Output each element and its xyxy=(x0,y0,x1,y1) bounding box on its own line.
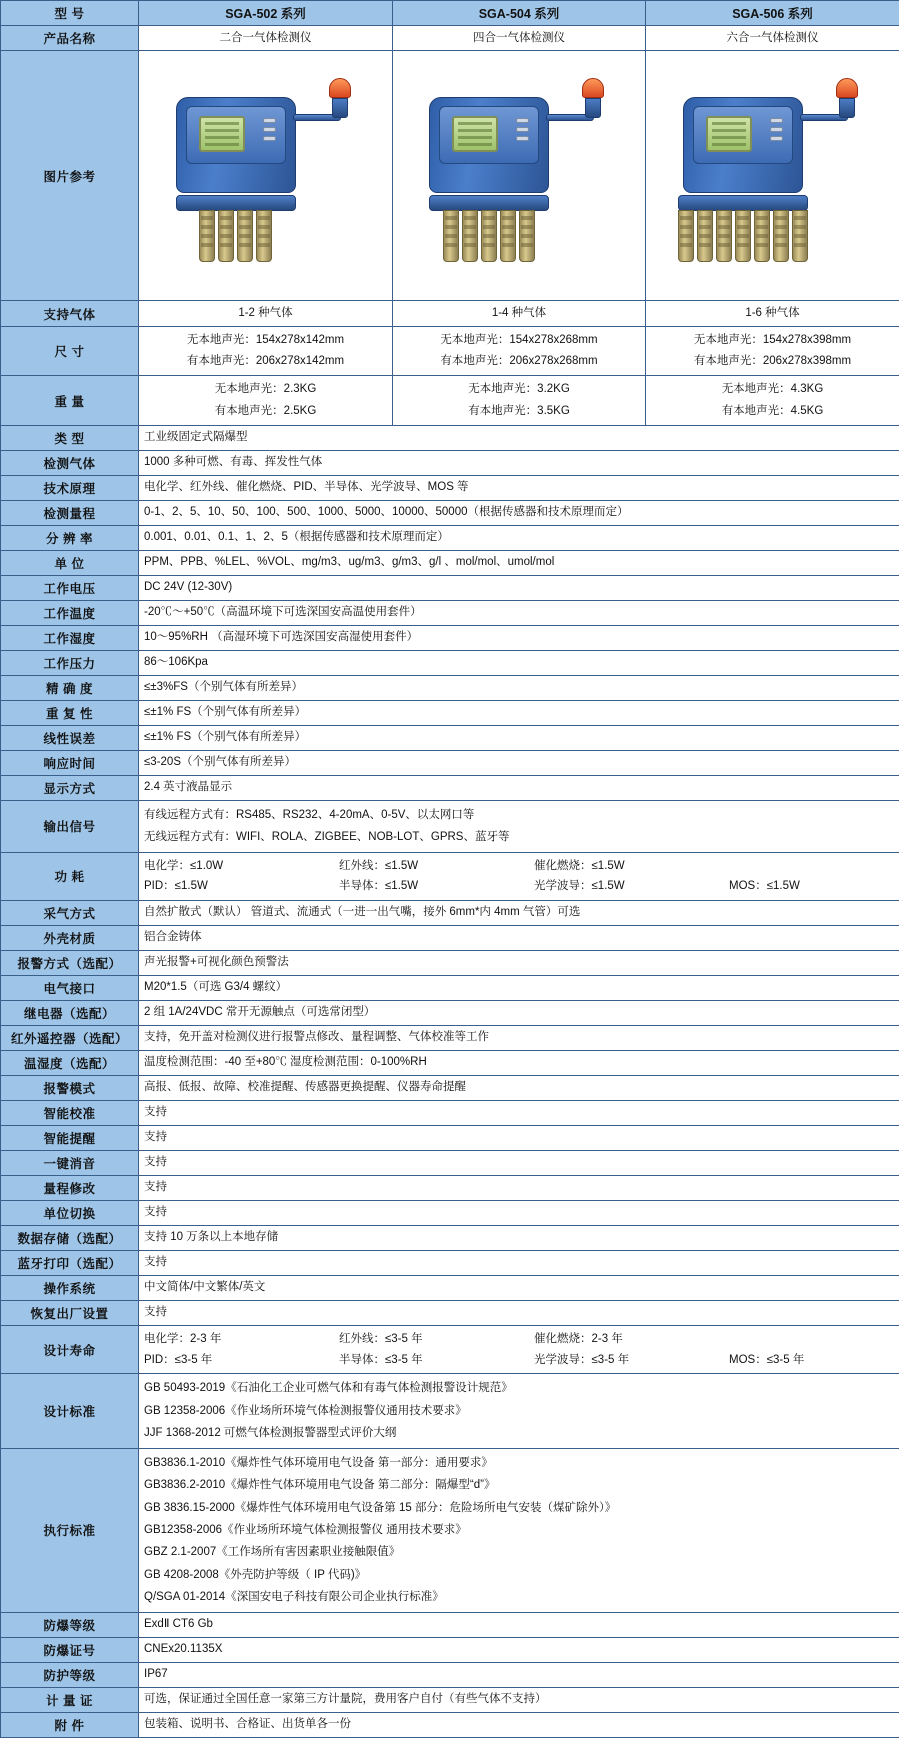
alarm-beacon-icon xyxy=(836,78,858,118)
table-row-one-key-mute xyxy=(1,1151,899,1176)
life-val-1: ≤3-5 年 xyxy=(385,1333,423,1345)
table-row-temp-humidity-option xyxy=(1,1051,899,1076)
manifold-bar-icon xyxy=(429,195,549,211)
table-row-factory-reset xyxy=(1,1301,899,1326)
row-label-os: 操作系统 xyxy=(1,1276,139,1301)
support-gas-506: 1-6 种气体 xyxy=(646,301,899,326)
weight-502 xyxy=(139,376,393,426)
table-row-image xyxy=(1,51,899,301)
table-row-technology xyxy=(1,475,899,500)
table-row-unit xyxy=(1,550,899,575)
accessories-value: 包装箱、说明书、合格证、出货单各一份 xyxy=(139,1712,899,1737)
smart-calibration-value: 支持 xyxy=(139,1101,899,1126)
row-label-factory-reset: 恢复出厂设置 xyxy=(1,1301,139,1326)
table-row-linearity xyxy=(1,725,899,750)
temperature-value: -20℃～+50℃（高温环境下可选深国安高温使用套件） xyxy=(139,600,899,625)
table-row-ir-remote xyxy=(1,1026,899,1051)
power-val-6: ≤1.5W xyxy=(592,880,625,892)
life-key-6: 光学波导： xyxy=(534,1354,592,1366)
life-key-7: MOS： xyxy=(729,1354,767,1366)
row-label-metrology-cert: 计 量 证 xyxy=(1,1687,139,1712)
row-label-pressure: 工作压力 xyxy=(1,650,139,675)
size-502 xyxy=(139,326,393,376)
range-value: 0-1、2、5、10、50、100、500、1000、5000、10000、50000（根据传感器和技术原理而定） xyxy=(139,500,899,525)
exec-standard-3: GB12358-2006《作业场所环境气体检测报警仪 通用技术要求》 xyxy=(144,1519,894,1541)
table-row-repeatability xyxy=(1,700,899,725)
row-label-smart-calibration: 智能校准 xyxy=(1,1101,139,1126)
alarm-mode-value: 高报、低报、故障、校准提醒、传感器更换提醒、仪器寿命提醒 xyxy=(139,1076,899,1101)
table-row-exec-standards xyxy=(1,1448,899,1612)
exec-standards-value xyxy=(139,1448,899,1612)
row-label-technology: 技术原理 xyxy=(1,475,139,500)
table-row-range xyxy=(1,500,899,525)
row-label-accuracy: 精 确 度 xyxy=(1,675,139,700)
power-key-6: 光学波导： xyxy=(534,880,592,892)
row-label-smart-reminder: 智能提醒 xyxy=(1,1126,139,1151)
life-val-7: ≤3-5 年 xyxy=(767,1354,805,1366)
power-val-2: ≤1.5W xyxy=(592,860,625,872)
design-standard-0: GB 50493-2019《石油化工企业可燃气体和有毒气体检测报警设计规范》 xyxy=(144,1377,894,1399)
life-key-1: 红外线： xyxy=(339,1333,385,1345)
table-row-display xyxy=(1,775,899,800)
model-502: SGA-502 系列 xyxy=(139,1,393,26)
row-label-exec-standards: 执行标准 xyxy=(1,1448,139,1612)
support-gas-504: 1-4 种气体 xyxy=(393,301,646,326)
alarm-way-value: 声光报警+可视化颜色预警法 xyxy=(139,951,899,976)
output-wireless: 无线远程方式有：WIFI、ROLA、ZIGBEE、NOB-LOT、GPRS、蓝牙等 xyxy=(144,826,894,848)
row-label-bluetooth-print: 蓝牙打印（选配） xyxy=(1,1251,139,1276)
row-label-unit: 单 位 xyxy=(1,550,139,575)
exec-standard-1: GB3836.2-2010《爆炸性气体环境用电气设备 第二部分：隔爆型“d”》 xyxy=(144,1474,894,1496)
product-image-506 xyxy=(646,51,899,301)
table-row-design-standards xyxy=(1,1374,899,1448)
product-name-506: 六合一气体检测仪 xyxy=(646,26,899,51)
sampling-value: 自然扩散式（默认） 管道式、流通式（一进一出气嘴，接外 6mm*内 4mm 气管）可选 xyxy=(139,901,899,926)
table-row-support-gas xyxy=(1,301,899,326)
weight-506-line1: 无本地声光：4.3KG xyxy=(651,379,894,400)
detect-gas-value: 1000 多种可燃、有毒、挥发性气体 xyxy=(139,450,899,475)
power-key-5: 半导体： xyxy=(339,880,385,892)
table-row-os xyxy=(1,1276,899,1301)
table-row-design-life xyxy=(1,1326,899,1374)
row-label-size: 尺 寸 xyxy=(1,326,139,376)
row-label-ir-remote: 红外遥控器（选配） xyxy=(1,1026,139,1051)
row-label-relay: 继电器（选配） xyxy=(1,1001,139,1026)
accuracy-value: ≤±3%FS（个别气体有所差异） xyxy=(139,675,899,700)
size-504 xyxy=(393,326,646,376)
row-label-ip-grade: 防护等级 xyxy=(1,1662,139,1687)
size-506-line2: 有本地声光：206x278x398mm xyxy=(651,351,894,372)
power-val-7: ≤1.5W xyxy=(767,880,800,892)
row-label-temperature: 工作温度 xyxy=(1,600,139,625)
pressure-value: 86～106Kpa xyxy=(139,650,899,675)
ex-grade-value: ExdⅡ CT6 Gb xyxy=(139,1612,899,1637)
table-row-pressure xyxy=(1,650,899,675)
weight-502-line1: 无本地声光：2.3KG xyxy=(144,379,387,400)
table-row-power xyxy=(1,852,899,900)
row-label-response-time: 响应时间 xyxy=(1,750,139,775)
type-value: 工业级固定式隔爆型 xyxy=(139,425,899,450)
table-row-model xyxy=(1,1,899,26)
table-row-size xyxy=(1,326,899,376)
row-label-display: 显示方式 xyxy=(1,775,139,800)
weight-506-line2: 有本地声光：4.5KG xyxy=(651,401,894,422)
alarm-beacon-icon xyxy=(582,78,604,118)
display-screen-icon xyxy=(452,116,498,152)
size-506 xyxy=(646,326,899,376)
one-key-mute-value: 支持 xyxy=(139,1151,899,1176)
life-val-0: 2-3 年 xyxy=(190,1333,221,1345)
row-label-product-name: 产品名称 xyxy=(1,26,139,51)
weight-504-line2: 有本地声光：3.5KG xyxy=(398,401,640,422)
unit-switch-value: 支持 xyxy=(139,1201,899,1226)
life-key-4: PID： xyxy=(144,1354,175,1366)
technology-value: 电化学、红外线、催化燃烧、PID、半导体、光学波导、MOS 等 xyxy=(139,475,899,500)
size-504-line2: 有本地声光：206x278x268mm xyxy=(398,351,640,372)
ip-grade-value: IP67 xyxy=(139,1662,899,1687)
table-row-output xyxy=(1,800,899,852)
temp-humidity-option-value: 温度检测范围：-40 至+80℃ 湿度检测范围：0-100%RH xyxy=(139,1051,899,1076)
knobs-icon xyxy=(263,118,281,145)
factory-reset-value: 支持 xyxy=(139,1301,899,1326)
exec-standard-5: GB 4208-2008《外壳防护等级（ IP 代码)》 xyxy=(144,1564,894,1586)
weight-504 xyxy=(393,376,646,426)
sensor-array-6 xyxy=(678,210,808,262)
size-506-line1: 无本地声光：154x278x398mm xyxy=(651,330,894,351)
power-key-2: 催化燃烧： xyxy=(534,860,592,872)
row-label-shell: 外壳材质 xyxy=(1,926,139,951)
power-key-7: MOS： xyxy=(729,880,767,892)
row-label-unit-switch: 单位切换 xyxy=(1,1201,139,1226)
table-row-detect-gas xyxy=(1,450,899,475)
design-standard-2: JJF 1368-2012 可燃气体检测报警器型式评价大纲 xyxy=(144,1422,894,1444)
display-screen-icon xyxy=(199,116,245,152)
row-label-weight: 重 量 xyxy=(1,376,139,426)
table-row-unit-switch xyxy=(1,1201,899,1226)
life-val-6: ≤3-5 年 xyxy=(592,1354,630,1366)
row-label-power: 功 耗 xyxy=(1,852,139,900)
table-row-temperature xyxy=(1,600,899,625)
life-key-0: 电化学： xyxy=(144,1333,190,1345)
exec-standard-2: GB 3836.15-2000《爆炸性气体环境用电气设备第 15 部分：危险场所电气安装（煤矿除外）》 xyxy=(144,1497,894,1519)
power-key-1: 红外线： xyxy=(339,860,385,872)
table-row-accuracy xyxy=(1,675,899,700)
unit-value: PPM、PPB、%LEL、%VOL、mg/m3、ug/m3、g/m3、g/l 、mol/mol、umol/mol xyxy=(139,550,899,575)
exec-standard-4: GBZ 2.1-2007《工作场所有害因素职业接触限值》 xyxy=(144,1541,894,1563)
electrical-interface-value: M20*1.5（可选 G3/4 螺纹） xyxy=(139,976,899,1001)
row-label-linearity: 线性误差 xyxy=(1,725,139,750)
range-modify-value: 支持 xyxy=(139,1176,899,1201)
weight-504-line1: 无本地声光：3.2KG xyxy=(398,379,640,400)
product-image-504 xyxy=(393,51,646,301)
row-label-design-life: 设计寿命 xyxy=(1,1326,139,1374)
power-value xyxy=(139,852,899,900)
table-row-weight xyxy=(1,376,899,426)
support-gas-502: 1-2 种气体 xyxy=(139,301,393,326)
row-label-output: 输出信号 xyxy=(1,800,139,852)
relay-value: 2 组 1A/24VDC 常开无源触点（可选常闭型） xyxy=(139,1001,899,1026)
row-label-resolution: 分 辨 率 xyxy=(1,525,139,550)
smart-reminder-value: 支持 xyxy=(139,1126,899,1151)
product-name-504: 四合一气体检测仪 xyxy=(393,26,646,51)
gas-detector-illustration xyxy=(176,97,296,262)
exec-standard-0: GB3836.1-2010《爆炸性气体环境用电气设备 第一部分：通用要求》 xyxy=(144,1452,894,1474)
row-label-range: 检测量程 xyxy=(1,500,139,525)
life-val-4: ≤3-5 年 xyxy=(175,1354,213,1366)
row-label-one-key-mute: 一键消音 xyxy=(1,1151,139,1176)
row-label-voltage: 工作电压 xyxy=(1,575,139,600)
table-row-smart-reminder xyxy=(1,1126,899,1151)
sensor-array-2 xyxy=(176,210,296,262)
ex-certificate-value: CNEx20.1135X xyxy=(139,1637,899,1662)
row-label-temp-humidity-option: 温湿度（选配） xyxy=(1,1051,139,1076)
row-label-ex-grade: 防爆等级 xyxy=(1,1612,139,1637)
os-value: 中文简体/中文繁体/英文 xyxy=(139,1276,899,1301)
data-storage-value: 支持 10 万条以上本地存储 xyxy=(139,1226,899,1251)
row-label-data-storage: 数据存储（选配） xyxy=(1,1226,139,1251)
size-502-line2: 有本地声光：206x278x142mm xyxy=(144,351,387,372)
display-screen-icon xyxy=(706,116,752,152)
sensor-array-4 xyxy=(429,210,549,262)
shell-value: 铝合金铸体 xyxy=(139,926,899,951)
row-label-detect-gas: 检测气体 xyxy=(1,450,139,475)
power-val-5: ≤1.5W xyxy=(385,880,418,892)
table-row-data-storage xyxy=(1,1226,899,1251)
table-row-ip-grade xyxy=(1,1662,899,1687)
response-time-value: ≤3-20S（个别气体有所差异） xyxy=(139,750,899,775)
row-label-repeatability: 重 复 性 xyxy=(1,700,139,725)
exec-standard-6: Q/SGA 01-2014《深国安电子科技有限公司企业执行标准》 xyxy=(144,1586,894,1608)
voltage-value: DC 24V (12-30V) xyxy=(139,575,899,600)
weight-506 xyxy=(646,376,899,426)
alarm-beacon-icon xyxy=(329,78,351,118)
table-row-response-time xyxy=(1,750,899,775)
manifold-bar-icon xyxy=(678,195,808,211)
manifold-bar-icon xyxy=(176,195,296,211)
size-502-line1: 无本地声光：154x278x142mm xyxy=(144,330,387,351)
bluetooth-print-value: 支持 xyxy=(139,1251,899,1276)
row-label-electrical-interface: 电气接口 xyxy=(1,976,139,1001)
table-row-sampling xyxy=(1,901,899,926)
table-row-resolution xyxy=(1,525,899,550)
output-wired: 有线远程方式有：RS485、RS232、4-20mA、0-5V、以太网口等 xyxy=(144,804,894,826)
power-key-0: 电化学： xyxy=(144,860,190,872)
table-row-alarm-mode xyxy=(1,1076,899,1101)
metrology-cert-value: 可选，保证通过全国任意一家第三方计量院，费用客户自付（有些气体不支持） xyxy=(139,1687,899,1712)
row-label-humidity: 工作湿度 xyxy=(1,625,139,650)
design-standards-value xyxy=(139,1374,899,1448)
table-row-accessories xyxy=(1,1712,899,1737)
table-row-ex-certificate xyxy=(1,1637,899,1662)
table-row-metrology-cert xyxy=(1,1687,899,1712)
knobs-icon xyxy=(516,118,534,145)
model-506: SGA-506 系列 xyxy=(646,1,899,26)
table-row-range-modify xyxy=(1,1176,899,1201)
table-row-voltage xyxy=(1,575,899,600)
model-504: SGA-504 系列 xyxy=(393,1,646,26)
gas-detector-illustration xyxy=(429,97,549,262)
linearity-value: ≤±1% FS（个别气体有所差异） xyxy=(139,725,899,750)
row-label-accessories: 附 件 xyxy=(1,1712,139,1737)
output-value xyxy=(139,800,899,852)
row-label-image: 图片参考 xyxy=(1,51,139,301)
size-504-line1: 无本地声光：154x278x268mm xyxy=(398,330,640,351)
humidity-value: 10～95%RH （高湿环境下可选深国安高湿使用套件） xyxy=(139,625,899,650)
row-label-model: 型 号 xyxy=(1,1,139,26)
row-label-range-modify: 量程修改 xyxy=(1,1176,139,1201)
row-label-sampling: 采气方式 xyxy=(1,901,139,926)
knobs-icon xyxy=(770,118,788,145)
repeatability-value: ≤±1% FS（个别气体有所差异） xyxy=(139,700,899,725)
product-image-502 xyxy=(139,51,393,301)
row-label-design-standards: 设计标准 xyxy=(1,1374,139,1448)
life-key-5: 半导体： xyxy=(339,1354,385,1366)
table-row-shell xyxy=(1,926,899,951)
resolution-value: 0.001、0.01、0.1、1、2、5（根据传感器和技术原理而定） xyxy=(139,525,899,550)
power-val-1: ≤1.5W xyxy=(385,860,418,872)
design-life-value xyxy=(139,1326,899,1374)
row-label-alarm-way: 报警方式（选配） xyxy=(1,951,139,976)
table-row-ex-grade xyxy=(1,1612,899,1637)
ir-remote-value: 支持，免开盖对检测仪进行报警点修改、量程调整、气体校准等工作 xyxy=(139,1026,899,1051)
design-standard-1: GB 12358-2006《作业场所环境气体检测报警仪通用技术要求》 xyxy=(144,1400,894,1422)
row-label-ex-certificate: 防爆证号 xyxy=(1,1637,139,1662)
row-label-support-gas: 支持气体 xyxy=(1,301,139,326)
power-key-4: PID： xyxy=(144,880,175,892)
power-val-4: ≤1.5W xyxy=(175,880,208,892)
table-row-humidity xyxy=(1,625,899,650)
weight-502-line2: 有本地声光：2.5KG xyxy=(144,401,387,422)
table-row-smart-calibration xyxy=(1,1101,899,1126)
table-row-electrical-interface xyxy=(1,976,899,1001)
table-row-type xyxy=(1,425,899,450)
table-row-product-name xyxy=(1,26,899,51)
row-label-type: 类 型 xyxy=(1,425,139,450)
power-val-0: ≤1.0W xyxy=(190,860,223,872)
life-val-2: 2-3 年 xyxy=(592,1333,623,1345)
life-val-5: ≤3-5 年 xyxy=(385,1354,423,1366)
row-label-alarm-mode: 报警模式 xyxy=(1,1076,139,1101)
gas-detector-illustration xyxy=(678,97,808,262)
product-name-502: 二合一气体检测仪 xyxy=(139,26,393,51)
table-row-relay xyxy=(1,1001,899,1026)
life-key-2: 催化燃烧： xyxy=(534,1333,592,1345)
table-row-bluetooth-print xyxy=(1,1251,899,1276)
display-value: 2.4 英寸液晶显示 xyxy=(139,775,899,800)
table-row-alarm-way xyxy=(1,951,899,976)
